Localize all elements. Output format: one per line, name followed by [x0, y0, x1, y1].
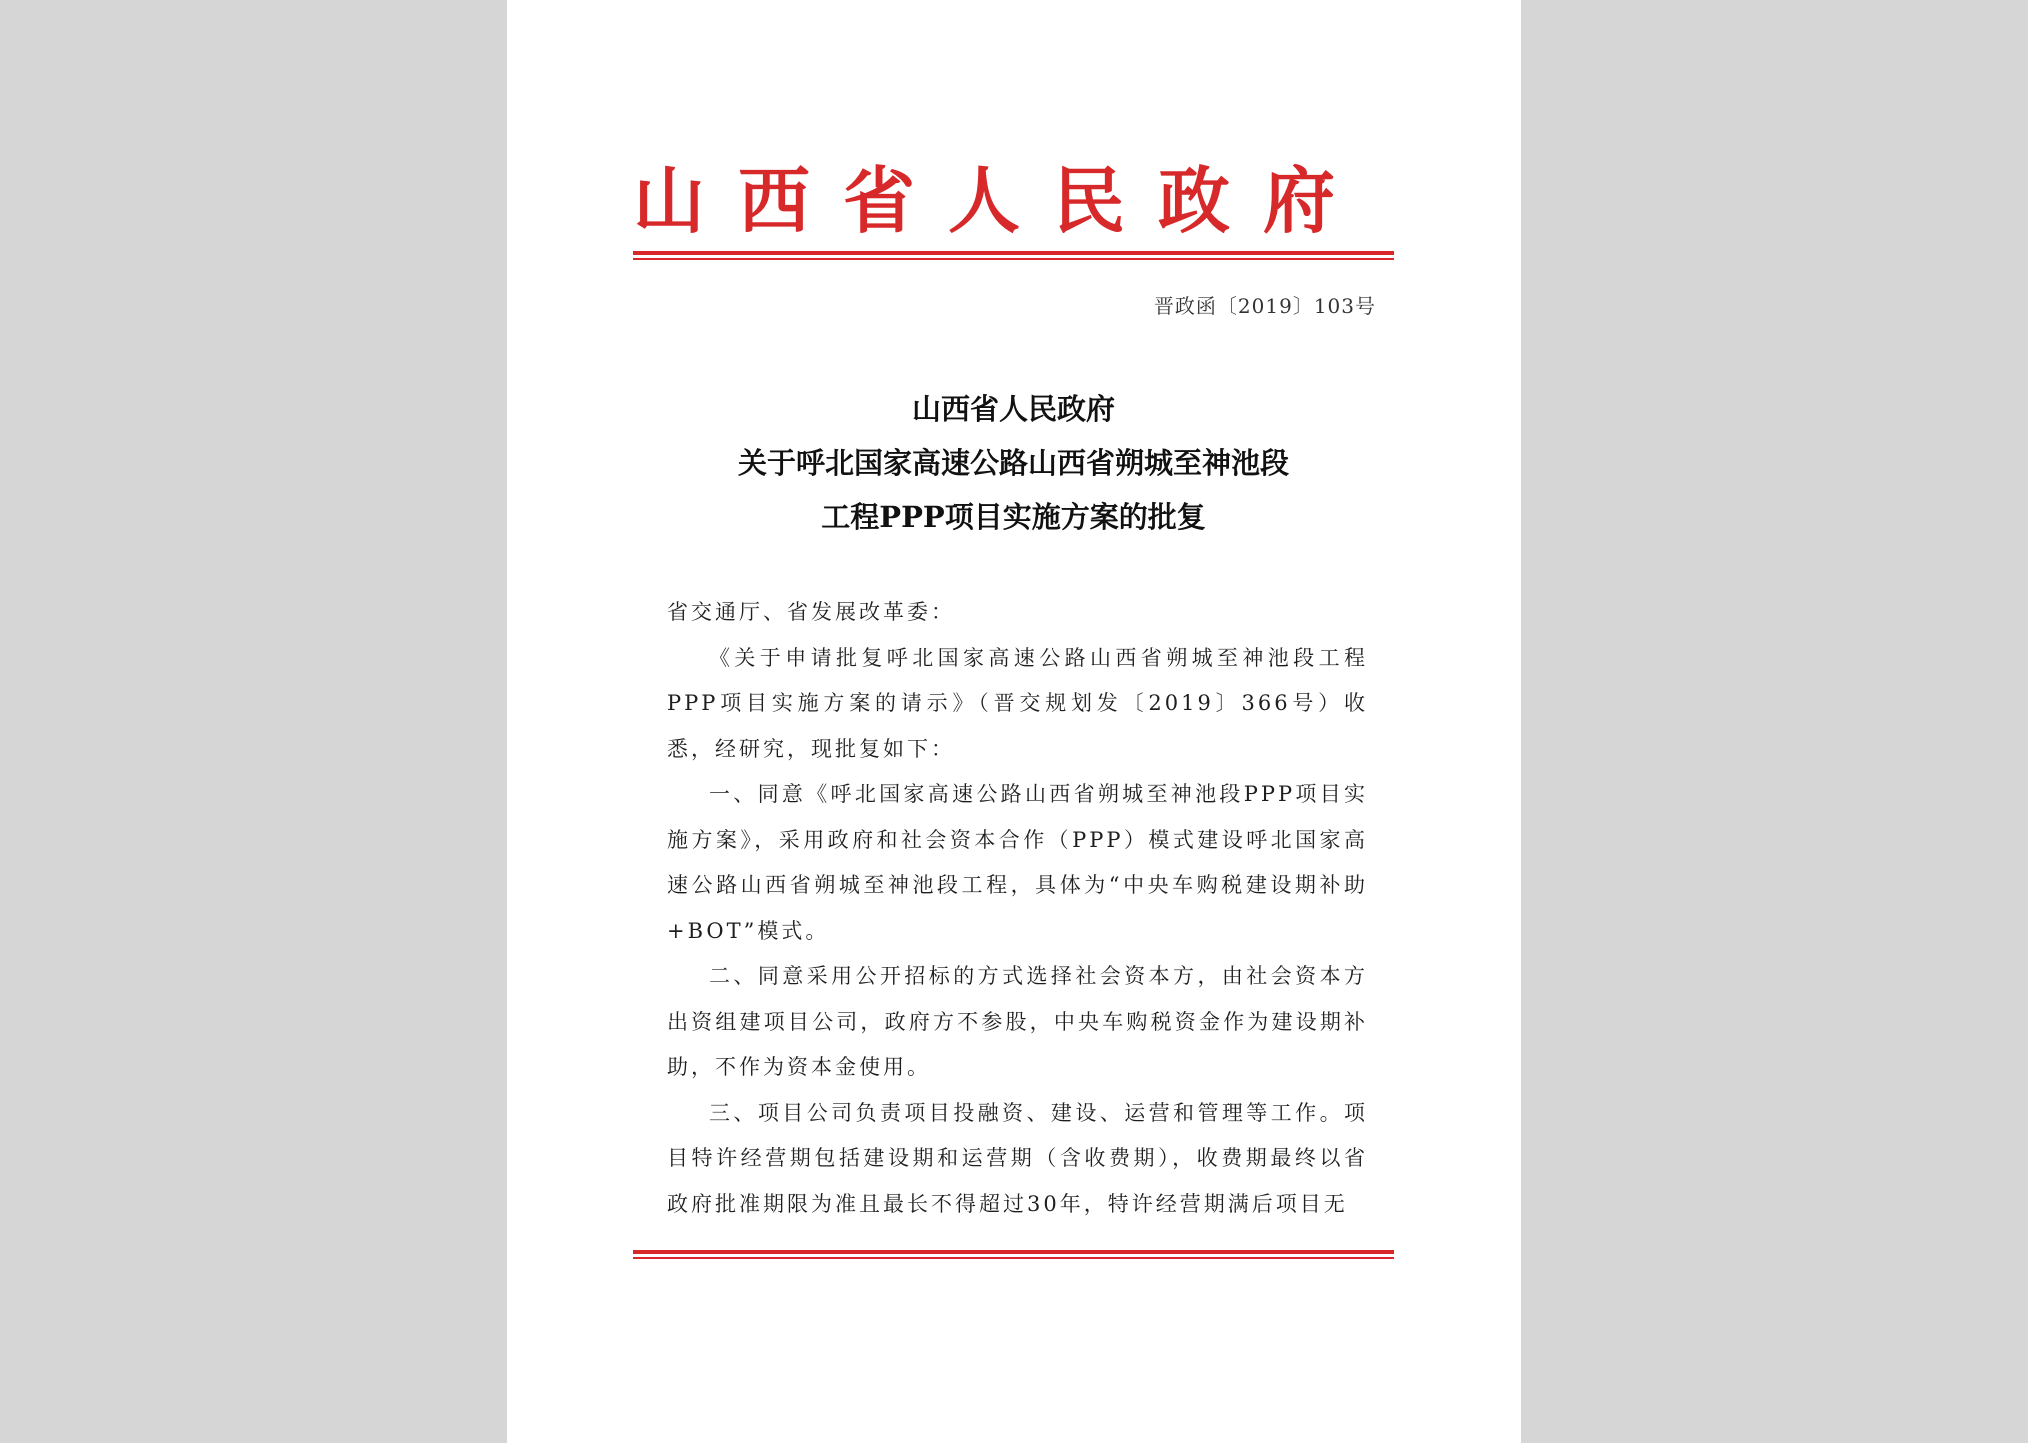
issuer-header: 山西省人民政府 — [633, 158, 1369, 243]
document-body — [667, 590, 1368, 1227]
document-number: 晋政函〔2019〕103号 — [1153, 294, 1376, 318]
body-paragraph: 三、项目公司负责项目投融资、建设、运营和管理等工作。项目特许经营期包括建设期和运营期（含收费期），收费期最终以省政府批准期限为准且最长不得超过30年，特许经营期满后项目无 — [667, 1100, 1368, 1216]
document-title-line: 山西省人民政府 — [911, 392, 1115, 426]
document-title — [633, 382, 1394, 544]
body-paragraph: 《关于申请批复呼北国家高速公路山西省朔城至神池段工程PPP项目实施方案的请示》（晋交规划发〔2019〕366号）收悉，经研究，现批复如下： — [667, 645, 1368, 761]
salutation: 省交通厅、省发展改革委： — [667, 600, 955, 624]
document-page — [507, 0, 1521, 1443]
footer-red-rule-thick — [633, 1250, 1394, 1254]
body-paragraph: 一、同意《呼北国家高速公路山西省朔城至神池段PPP项目实施方案》，采用政府和社会资本合作（PPP）模式建设呼北国家高速公路山西省朔城至神池段工程，具体为“中央车购税建设期补助+BOT”模式。 — [667, 782, 1368, 943]
document-title-line: 关于呼北国家高速公路山西省朔城至神池段 — [737, 446, 1289, 480]
header-red-rule-thick — [633, 251, 1394, 255]
document-title-line: 工程PPP项目实施方案的批复 — [821, 500, 1206, 534]
footer-red-rule-thin — [633, 1257, 1394, 1259]
body-paragraph: 二、同意采用公开招标的方式选择社会资本方，由社会资本方出资组建项目公司，政府方不参股，中央车购税资金作为建设期补助，不作为资本金使用。 — [667, 964, 1368, 1079]
header-red-rule-thin — [633, 258, 1394, 260]
